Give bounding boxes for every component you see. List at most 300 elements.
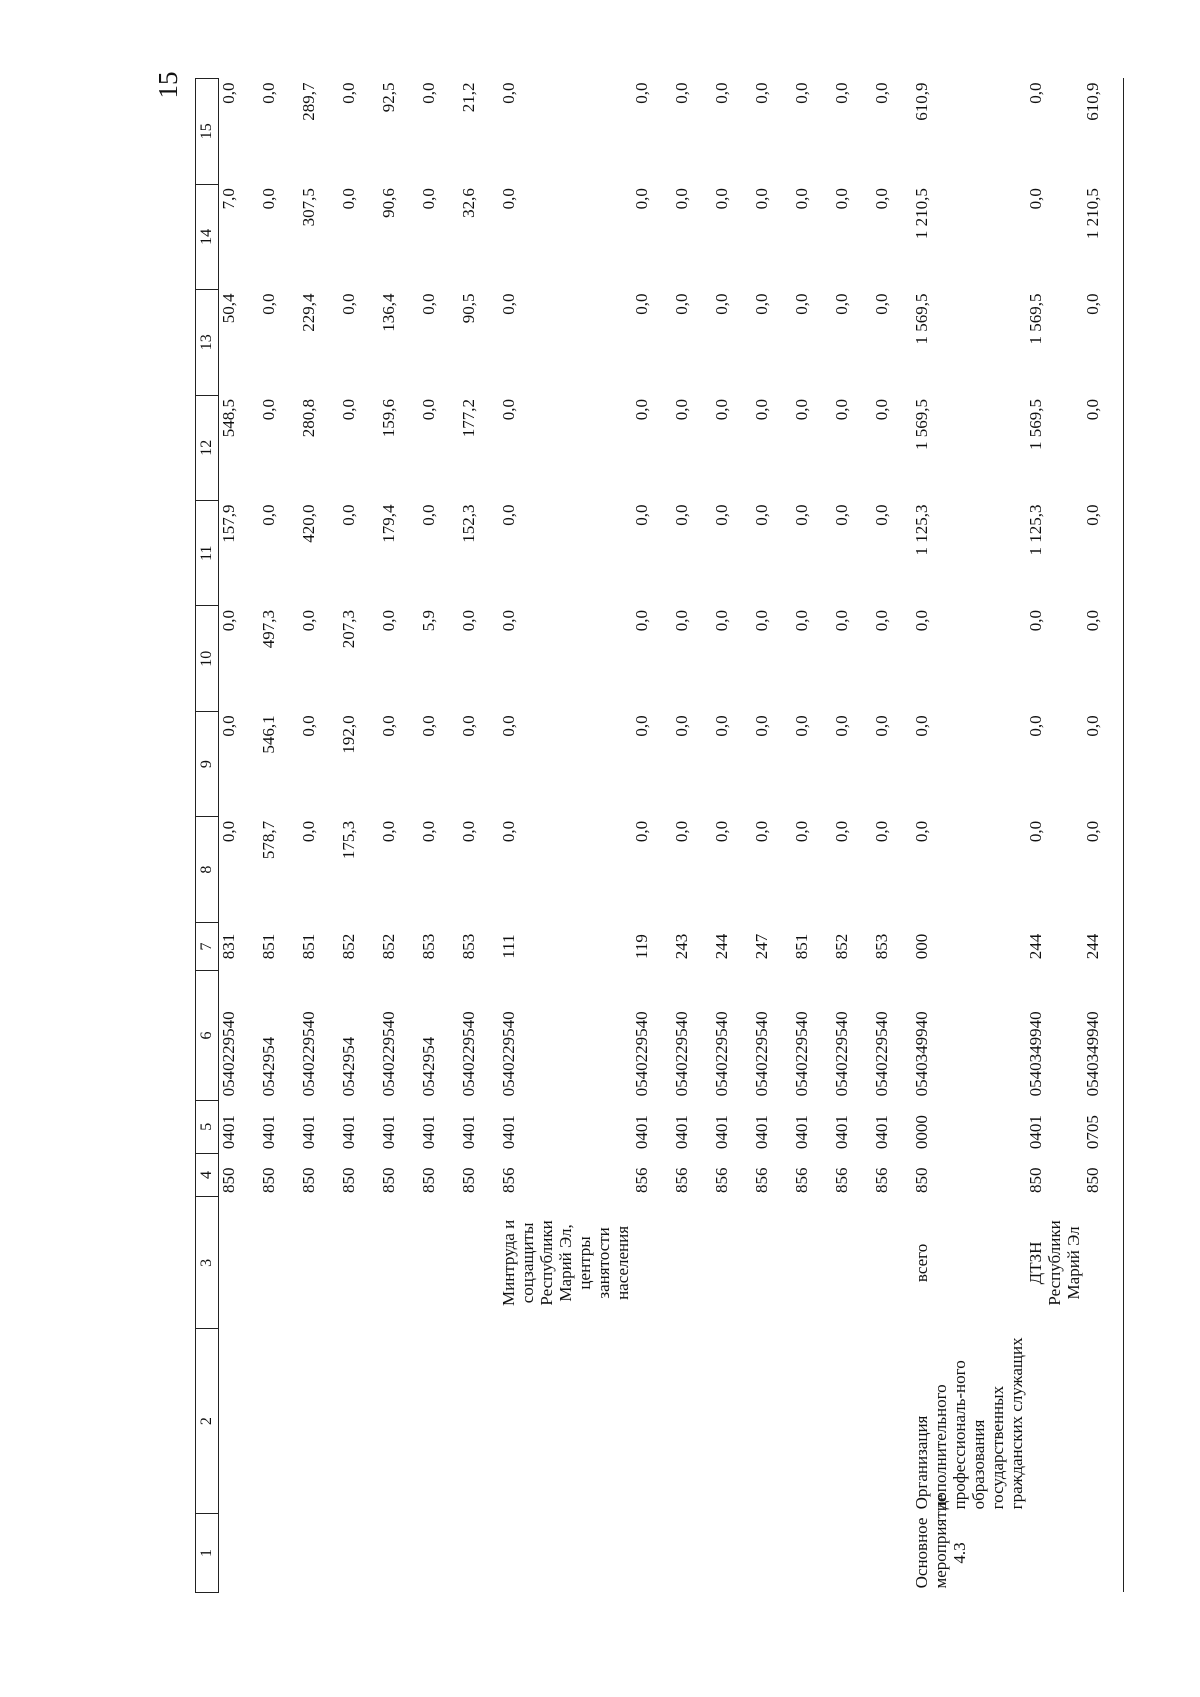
value-cell: 179,4 xyxy=(379,504,398,543)
value-cell: 0,0 xyxy=(459,715,478,737)
grbs-cell: 850 xyxy=(299,1167,318,1193)
value-cell: 157,9 xyxy=(219,504,238,543)
value-cell: 90,5 xyxy=(459,293,478,324)
column-header: 11 xyxy=(196,500,219,605)
rzpr-cell: 0401 xyxy=(219,1115,238,1150)
grbs-cell: 856 xyxy=(632,1167,651,1193)
vr-cell: 853 xyxy=(419,933,438,960)
value-cell: 0,0 xyxy=(872,399,891,421)
executor-cell xyxy=(339,1197,379,1329)
value-cell: 1 569,5 xyxy=(1026,399,1045,451)
column-header: 2 xyxy=(196,1329,219,1514)
vr-cell: 111 xyxy=(499,934,518,959)
activity-cell xyxy=(259,1513,299,1592)
rzpr-cell: 0401 xyxy=(379,1115,398,1150)
table-row xyxy=(419,79,459,1593)
csr-cell: 0540229540 xyxy=(632,1011,651,1097)
csr-cell: 0540229540 xyxy=(219,1011,238,1097)
table-row xyxy=(792,79,832,1593)
value-cell: 159,6 xyxy=(379,399,398,438)
executor-cell xyxy=(299,1197,339,1329)
activity-cell xyxy=(712,1513,752,1592)
grbs-cell: 856 xyxy=(752,1167,771,1193)
activity-name-cell xyxy=(259,1329,299,1514)
value-cell: 280,8 xyxy=(299,399,318,438)
activity-cell xyxy=(792,1513,832,1592)
value-cell: 0,0 xyxy=(672,609,691,632)
vr-cell: 244 xyxy=(712,933,731,960)
column-header: 6 xyxy=(196,971,219,1101)
value-cell: 0,0 xyxy=(1026,820,1045,843)
value-cell: 0,0 xyxy=(832,609,851,632)
executor-cell xyxy=(752,1197,792,1329)
value-cell: 0,0 xyxy=(499,715,518,737)
column-header: 9 xyxy=(196,711,219,816)
value-cell: 0,0 xyxy=(499,399,518,421)
value-cell: 578,7 xyxy=(259,820,278,860)
value-cell: 207,3 xyxy=(339,609,358,649)
activity-name-cell xyxy=(712,1329,752,1514)
value-cell: 0,0 xyxy=(792,820,811,843)
value-cell: 0,0 xyxy=(712,715,731,737)
value-cell: 0,0 xyxy=(379,820,398,843)
value-cell: 0,0 xyxy=(299,820,318,843)
value-cell: 0,0 xyxy=(259,82,278,104)
value-cell: 0,0 xyxy=(712,504,731,526)
rzpr-cell: 0401 xyxy=(712,1115,731,1150)
value-cell: 0,0 xyxy=(712,188,731,210)
value-cell: 90,6 xyxy=(379,188,398,218)
rotated-table-container xyxy=(195,78,1102,1593)
value-cell: 548,5 xyxy=(219,399,238,438)
value-cell: 0,0 xyxy=(672,399,691,421)
column-header: 1 xyxy=(196,1513,219,1592)
value-cell: 0,0 xyxy=(752,504,771,526)
value-cell: 0,0 xyxy=(299,609,318,632)
value-cell: 0,0 xyxy=(339,504,358,526)
grbs-cell: 856 xyxy=(672,1167,691,1193)
activity-name-cell xyxy=(672,1329,712,1514)
value-cell: 177,2 xyxy=(459,399,478,438)
value-cell: 0,0 xyxy=(379,715,398,737)
vr-cell: 000 xyxy=(912,933,931,960)
value-cell: 0,0 xyxy=(792,609,811,632)
vr-cell: 851 xyxy=(792,933,811,960)
value-cell: 0,0 xyxy=(459,820,478,843)
value-cell: 610,9 xyxy=(912,82,931,121)
column-header: 13 xyxy=(196,290,219,395)
column-header: 7 xyxy=(196,922,219,970)
table-row xyxy=(872,79,912,1593)
value-cell: 0,0 xyxy=(912,715,931,737)
value-cell: 0,0 xyxy=(672,820,691,843)
grbs-cell: 850 xyxy=(339,1167,358,1193)
value-cell: 546,1 xyxy=(259,715,278,754)
value-cell: 0,0 xyxy=(419,293,438,315)
csr-cell: 0540349940 xyxy=(1083,971,1124,1101)
value-cell: 0,0 xyxy=(832,715,851,737)
value-cell: 0,0 xyxy=(752,820,771,843)
executor-cell xyxy=(712,1197,752,1329)
value-cell: 0,0 xyxy=(832,293,851,315)
grbs-cell: 856 xyxy=(499,1167,518,1193)
activity-name-cell xyxy=(499,1329,632,1514)
value-cell: 610,9 xyxy=(1083,79,1124,185)
value-cell: 0,0 xyxy=(712,820,731,843)
csr-cell: 0542954 xyxy=(259,1036,278,1097)
value-cell: 0,0 xyxy=(632,609,651,632)
table-row xyxy=(219,79,260,1593)
value-cell: 0,0 xyxy=(872,820,891,843)
activity-name-cell xyxy=(1083,1329,1124,1514)
value-cell: 0,0 xyxy=(832,504,851,526)
csr-cell: 0540229540 xyxy=(792,1011,811,1097)
value-cell: 136,4 xyxy=(379,293,398,332)
value-cell: 0,0 xyxy=(832,820,851,843)
value-cell: 0,0 xyxy=(419,399,438,421)
table-row xyxy=(299,79,339,1593)
executor-cell xyxy=(632,1197,672,1329)
executor-cell xyxy=(872,1197,912,1329)
vr-cell: 243 xyxy=(672,933,691,960)
rzpr-cell: 0401 xyxy=(832,1115,851,1150)
value-cell: 0,0 xyxy=(632,293,651,315)
value-cell: 192,0 xyxy=(339,715,358,754)
activity-cell xyxy=(1026,1513,1083,1592)
value-cell: 0,0 xyxy=(712,399,731,421)
table-row xyxy=(632,79,672,1593)
csr-cell: 0540349940 xyxy=(1026,1011,1045,1097)
activity-cell xyxy=(672,1513,712,1592)
activity-cell xyxy=(459,1513,499,1592)
value-cell: 0,0 xyxy=(912,609,931,632)
value-cell: 0,0 xyxy=(259,504,278,526)
value-cell: 420,0 xyxy=(299,504,318,543)
value-cell: 0,0 xyxy=(832,188,851,210)
value-cell: 0,0 xyxy=(1083,395,1124,500)
grbs-cell: 850 xyxy=(419,1167,438,1193)
value-cell: 0,0 xyxy=(752,293,771,315)
grbs-cell: 850 xyxy=(912,1167,931,1193)
activity-name-cell xyxy=(459,1329,499,1514)
value-cell: 0,0 xyxy=(259,293,278,315)
vr-cell: 852 xyxy=(379,933,398,960)
grbs-cell: 850 xyxy=(459,1167,478,1193)
vr-cell: 852 xyxy=(339,933,358,960)
value-cell: 0,0 xyxy=(1083,606,1124,711)
value-cell: 0,0 xyxy=(379,609,398,632)
grbs-cell: 850 xyxy=(1026,1167,1045,1193)
activity-name-cell xyxy=(219,1329,260,1514)
rzpr-cell: 0401 xyxy=(1026,1115,1045,1150)
value-cell: 1 569,5 xyxy=(1026,293,1045,345)
csr-cell: 0540229540 xyxy=(712,1011,731,1097)
value-cell: 0,0 xyxy=(419,820,438,843)
rzpr-cell: 0705 xyxy=(1083,1100,1124,1153)
value-cell: 1 125,3 xyxy=(1026,504,1045,556)
value-cell: 0,0 xyxy=(832,82,851,104)
table-row xyxy=(832,79,872,1593)
executor-cell xyxy=(259,1197,299,1329)
activity-name-cell xyxy=(299,1329,339,1514)
activity-name-cell xyxy=(339,1329,379,1514)
value-cell: 0,0 xyxy=(499,82,518,104)
value-cell: 0,0 xyxy=(792,82,811,104)
value-cell: 0,0 xyxy=(752,188,771,210)
value-cell: 0,0 xyxy=(872,293,891,315)
activity-cell xyxy=(832,1513,872,1592)
value-cell: 5,9 xyxy=(419,609,438,632)
executor-cell xyxy=(1083,1197,1124,1329)
value-cell: 0,0 xyxy=(219,82,238,104)
value-cell: 229,4 xyxy=(299,293,318,332)
value-cell: 497,3 xyxy=(259,609,278,649)
value-cell: 289,7 xyxy=(299,82,318,121)
vr-cell: 853 xyxy=(872,933,891,960)
rzpr-cell: 0401 xyxy=(459,1115,478,1150)
value-cell: 1 125,3 xyxy=(912,504,931,556)
vr-cell: 831 xyxy=(219,933,238,960)
value-cell: 0,0 xyxy=(419,504,438,526)
rzpr-cell: 0401 xyxy=(339,1115,358,1150)
grbs-cell: 856 xyxy=(712,1167,731,1193)
value-cell: 0,0 xyxy=(632,820,651,843)
value-cell: 21,2 xyxy=(459,82,478,113)
value-cell: 0,0 xyxy=(1026,715,1045,737)
value-cell: 0,0 xyxy=(1026,82,1045,104)
value-cell: 0,0 xyxy=(499,820,518,843)
column-header: 12 xyxy=(196,395,219,500)
budget-table xyxy=(195,78,1124,1593)
value-cell: 0,0 xyxy=(672,715,691,737)
table-row xyxy=(1026,79,1083,1593)
csr-cell: 0540229540 xyxy=(299,1011,318,1097)
column-header: 10 xyxy=(196,606,219,711)
value-cell: 0,0 xyxy=(499,504,518,526)
grbs-cell: 850 xyxy=(219,1167,238,1193)
value-cell: 175,3 xyxy=(339,820,358,860)
value-cell: 0,0 xyxy=(259,399,278,421)
vr-cell: 851 xyxy=(259,933,278,960)
activity-name-cell: Организация дополнительного профессиональ-ного образования государственных гражданских служащих xyxy=(912,1337,1026,1510)
value-cell: 0,0 xyxy=(792,293,811,315)
value-cell: 0,0 xyxy=(752,609,771,632)
value-cell: 0,0 xyxy=(339,399,358,421)
csr-cell: 0540229540 xyxy=(459,1011,478,1097)
activity-name-cell xyxy=(632,1329,672,1514)
value-cell: 0,0 xyxy=(872,715,891,737)
executor-cell xyxy=(792,1197,832,1329)
csr-cell: 0542954 xyxy=(419,1036,438,1097)
rzpr-cell: 0401 xyxy=(752,1115,771,1150)
executor-cell: Минтруда и соцзащиты Республики Марий Эл, центры занятости населения xyxy=(499,1219,632,1307)
value-cell: 0,0 xyxy=(632,399,651,421)
value-cell: 1 210,5 xyxy=(1083,184,1124,289)
grbs-cell: 850 xyxy=(259,1167,278,1193)
executor-cell xyxy=(219,1197,260,1329)
rzpr-cell: 0401 xyxy=(259,1115,278,1150)
value-cell: 0,0 xyxy=(872,504,891,526)
rzpr-cell: 0000 xyxy=(912,1115,931,1150)
csr-cell: 0540229540 xyxy=(672,1011,691,1097)
column-header: 4 xyxy=(196,1153,219,1197)
value-cell: 0,0 xyxy=(872,609,891,632)
table-row xyxy=(752,79,792,1593)
table-row xyxy=(259,79,299,1593)
value-cell: 307,5 xyxy=(299,188,318,227)
executor-cell: всего xyxy=(912,1243,931,1283)
vr-cell: 119 xyxy=(632,934,651,959)
value-cell: 0,0 xyxy=(792,504,811,526)
value-cell: 92,5 xyxy=(379,82,398,113)
value-cell: 0,0 xyxy=(419,188,438,210)
rzpr-cell: 0401 xyxy=(872,1115,891,1150)
csr-cell: 0540229540 xyxy=(752,1011,771,1097)
value-cell: 0,0 xyxy=(499,188,518,210)
csr-cell: 0540349940 xyxy=(912,1011,931,1097)
executor-cell xyxy=(672,1197,712,1329)
value-cell: 0,0 xyxy=(712,609,731,632)
rzpr-cell: 0401 xyxy=(299,1115,318,1150)
table-row xyxy=(672,79,712,1593)
activity-cell xyxy=(339,1513,379,1592)
grbs-cell: 856 xyxy=(792,1167,811,1193)
value-cell: 1 210,5 xyxy=(912,188,931,240)
table-body xyxy=(219,79,1124,1593)
grbs-cell: 856 xyxy=(832,1167,851,1193)
value-cell: 0,0 xyxy=(1083,290,1124,395)
activity-name-cell xyxy=(872,1329,912,1514)
value-cell: 0,0 xyxy=(419,715,438,737)
value-cell: 0,0 xyxy=(459,609,478,632)
vr-cell: 853 xyxy=(459,933,478,960)
activity-cell xyxy=(499,1513,632,1592)
table-row xyxy=(459,79,499,1593)
vr-cell: 851 xyxy=(299,933,318,960)
table-row xyxy=(379,79,419,1593)
rzpr-cell: 0401 xyxy=(792,1115,811,1150)
activity-cell xyxy=(299,1513,339,1592)
activity-cell xyxy=(632,1513,672,1592)
value-cell: 0,0 xyxy=(1026,188,1045,210)
vr-cell: 247 xyxy=(752,933,771,960)
activity-cell xyxy=(1083,1513,1124,1592)
csr-cell: 0540229540 xyxy=(832,1011,851,1097)
value-cell: 0,0 xyxy=(712,82,731,104)
value-cell: 0,0 xyxy=(752,399,771,421)
page-number: 15 xyxy=(153,71,183,99)
activity-name-cell xyxy=(419,1329,459,1514)
value-cell: 0,0 xyxy=(672,293,691,315)
value-cell: 0,0 xyxy=(1083,711,1124,816)
column-header: 3 xyxy=(196,1197,219,1329)
value-cell: 0,0 xyxy=(792,715,811,737)
value-cell: 0,0 xyxy=(792,399,811,421)
value-cell: 0,0 xyxy=(219,715,238,737)
value-cell: 0,0 xyxy=(499,609,518,632)
value-cell: 0,0 xyxy=(1026,609,1045,632)
csr-cell: 0540229540 xyxy=(872,1011,891,1097)
column-header: 5 xyxy=(196,1100,219,1153)
value-cell: 152,3 xyxy=(459,504,478,543)
grbs-cell: 856 xyxy=(872,1167,891,1193)
value-cell: 0,0 xyxy=(752,82,771,104)
activity-name-cell xyxy=(379,1329,419,1514)
value-cell: 0,0 xyxy=(832,399,851,421)
value-cell: 0,0 xyxy=(872,188,891,210)
value-cell: 0,0 xyxy=(712,293,731,315)
activity-name-cell xyxy=(1026,1329,1083,1514)
activity-cell xyxy=(872,1513,912,1592)
value-cell: 0,0 xyxy=(499,293,518,315)
value-cell: 0,0 xyxy=(219,820,238,843)
column-header: 14 xyxy=(196,184,219,289)
value-cell: 0,0 xyxy=(1083,500,1124,605)
executor-cell: ДТЗН Республики Марий Эл xyxy=(1026,1220,1083,1306)
vr-cell: 244 xyxy=(1083,922,1124,970)
value-cell: 0,0 xyxy=(339,188,358,210)
value-cell: 0,0 xyxy=(672,504,691,526)
activity-cell xyxy=(379,1513,419,1592)
activity-cell xyxy=(419,1513,459,1592)
activity-name-cell xyxy=(792,1329,832,1514)
value-cell: 0,0 xyxy=(672,82,691,104)
value-cell: 1 569,5 xyxy=(912,293,931,345)
value-cell: 1 569,5 xyxy=(912,399,931,451)
table-row xyxy=(912,79,1026,1593)
activity-name-cell xyxy=(752,1329,792,1514)
value-cell: 0,0 xyxy=(912,820,931,843)
grbs-cell: 850 xyxy=(379,1167,398,1193)
executor-cell xyxy=(379,1197,419,1329)
value-cell: 0,0 xyxy=(1083,817,1124,922)
column-header: 8 xyxy=(196,817,219,922)
executor-cell xyxy=(459,1197,499,1329)
value-cell: 0,0 xyxy=(792,188,811,210)
activity-cell xyxy=(752,1513,792,1592)
value-cell: 0,0 xyxy=(259,188,278,210)
value-cell: 0,0 xyxy=(632,82,651,104)
activity-cell xyxy=(219,1513,260,1592)
value-cell: 0,0 xyxy=(632,715,651,737)
activity-cell: Основное мероприятие 4.3 xyxy=(912,1494,969,1589)
value-cell: 50,4 xyxy=(219,293,238,324)
value-cell: 0,0 xyxy=(632,504,651,526)
value-cell: 7,0 xyxy=(219,188,238,210)
vr-cell: 852 xyxy=(832,933,851,960)
table-row xyxy=(1083,79,1124,1593)
csr-cell: 0540229540 xyxy=(379,1011,398,1097)
rzpr-cell: 0401 xyxy=(419,1115,438,1150)
value-cell: 0,0 xyxy=(299,715,318,737)
executor-cell xyxy=(832,1197,872,1329)
value-cell: 0,0 xyxy=(872,82,891,104)
value-cell: 0,0 xyxy=(219,609,238,632)
vr-cell: 244 xyxy=(1026,933,1045,960)
table-row xyxy=(499,79,632,1593)
activity-name-cell xyxy=(832,1329,872,1514)
value-cell: 0,0 xyxy=(672,188,691,210)
value-cell: 0,0 xyxy=(339,293,358,315)
rzpr-cell: 0401 xyxy=(672,1115,691,1150)
grbs-cell: 850 xyxy=(1083,1153,1124,1197)
table-row xyxy=(339,79,379,1593)
rzpr-cell: 0401 xyxy=(499,1115,518,1150)
value-cell: 0,0 xyxy=(752,715,771,737)
value-cell: 32,6 xyxy=(459,188,478,218)
csr-cell: 0540229540 xyxy=(499,1011,518,1097)
column-number-row xyxy=(196,79,219,1593)
